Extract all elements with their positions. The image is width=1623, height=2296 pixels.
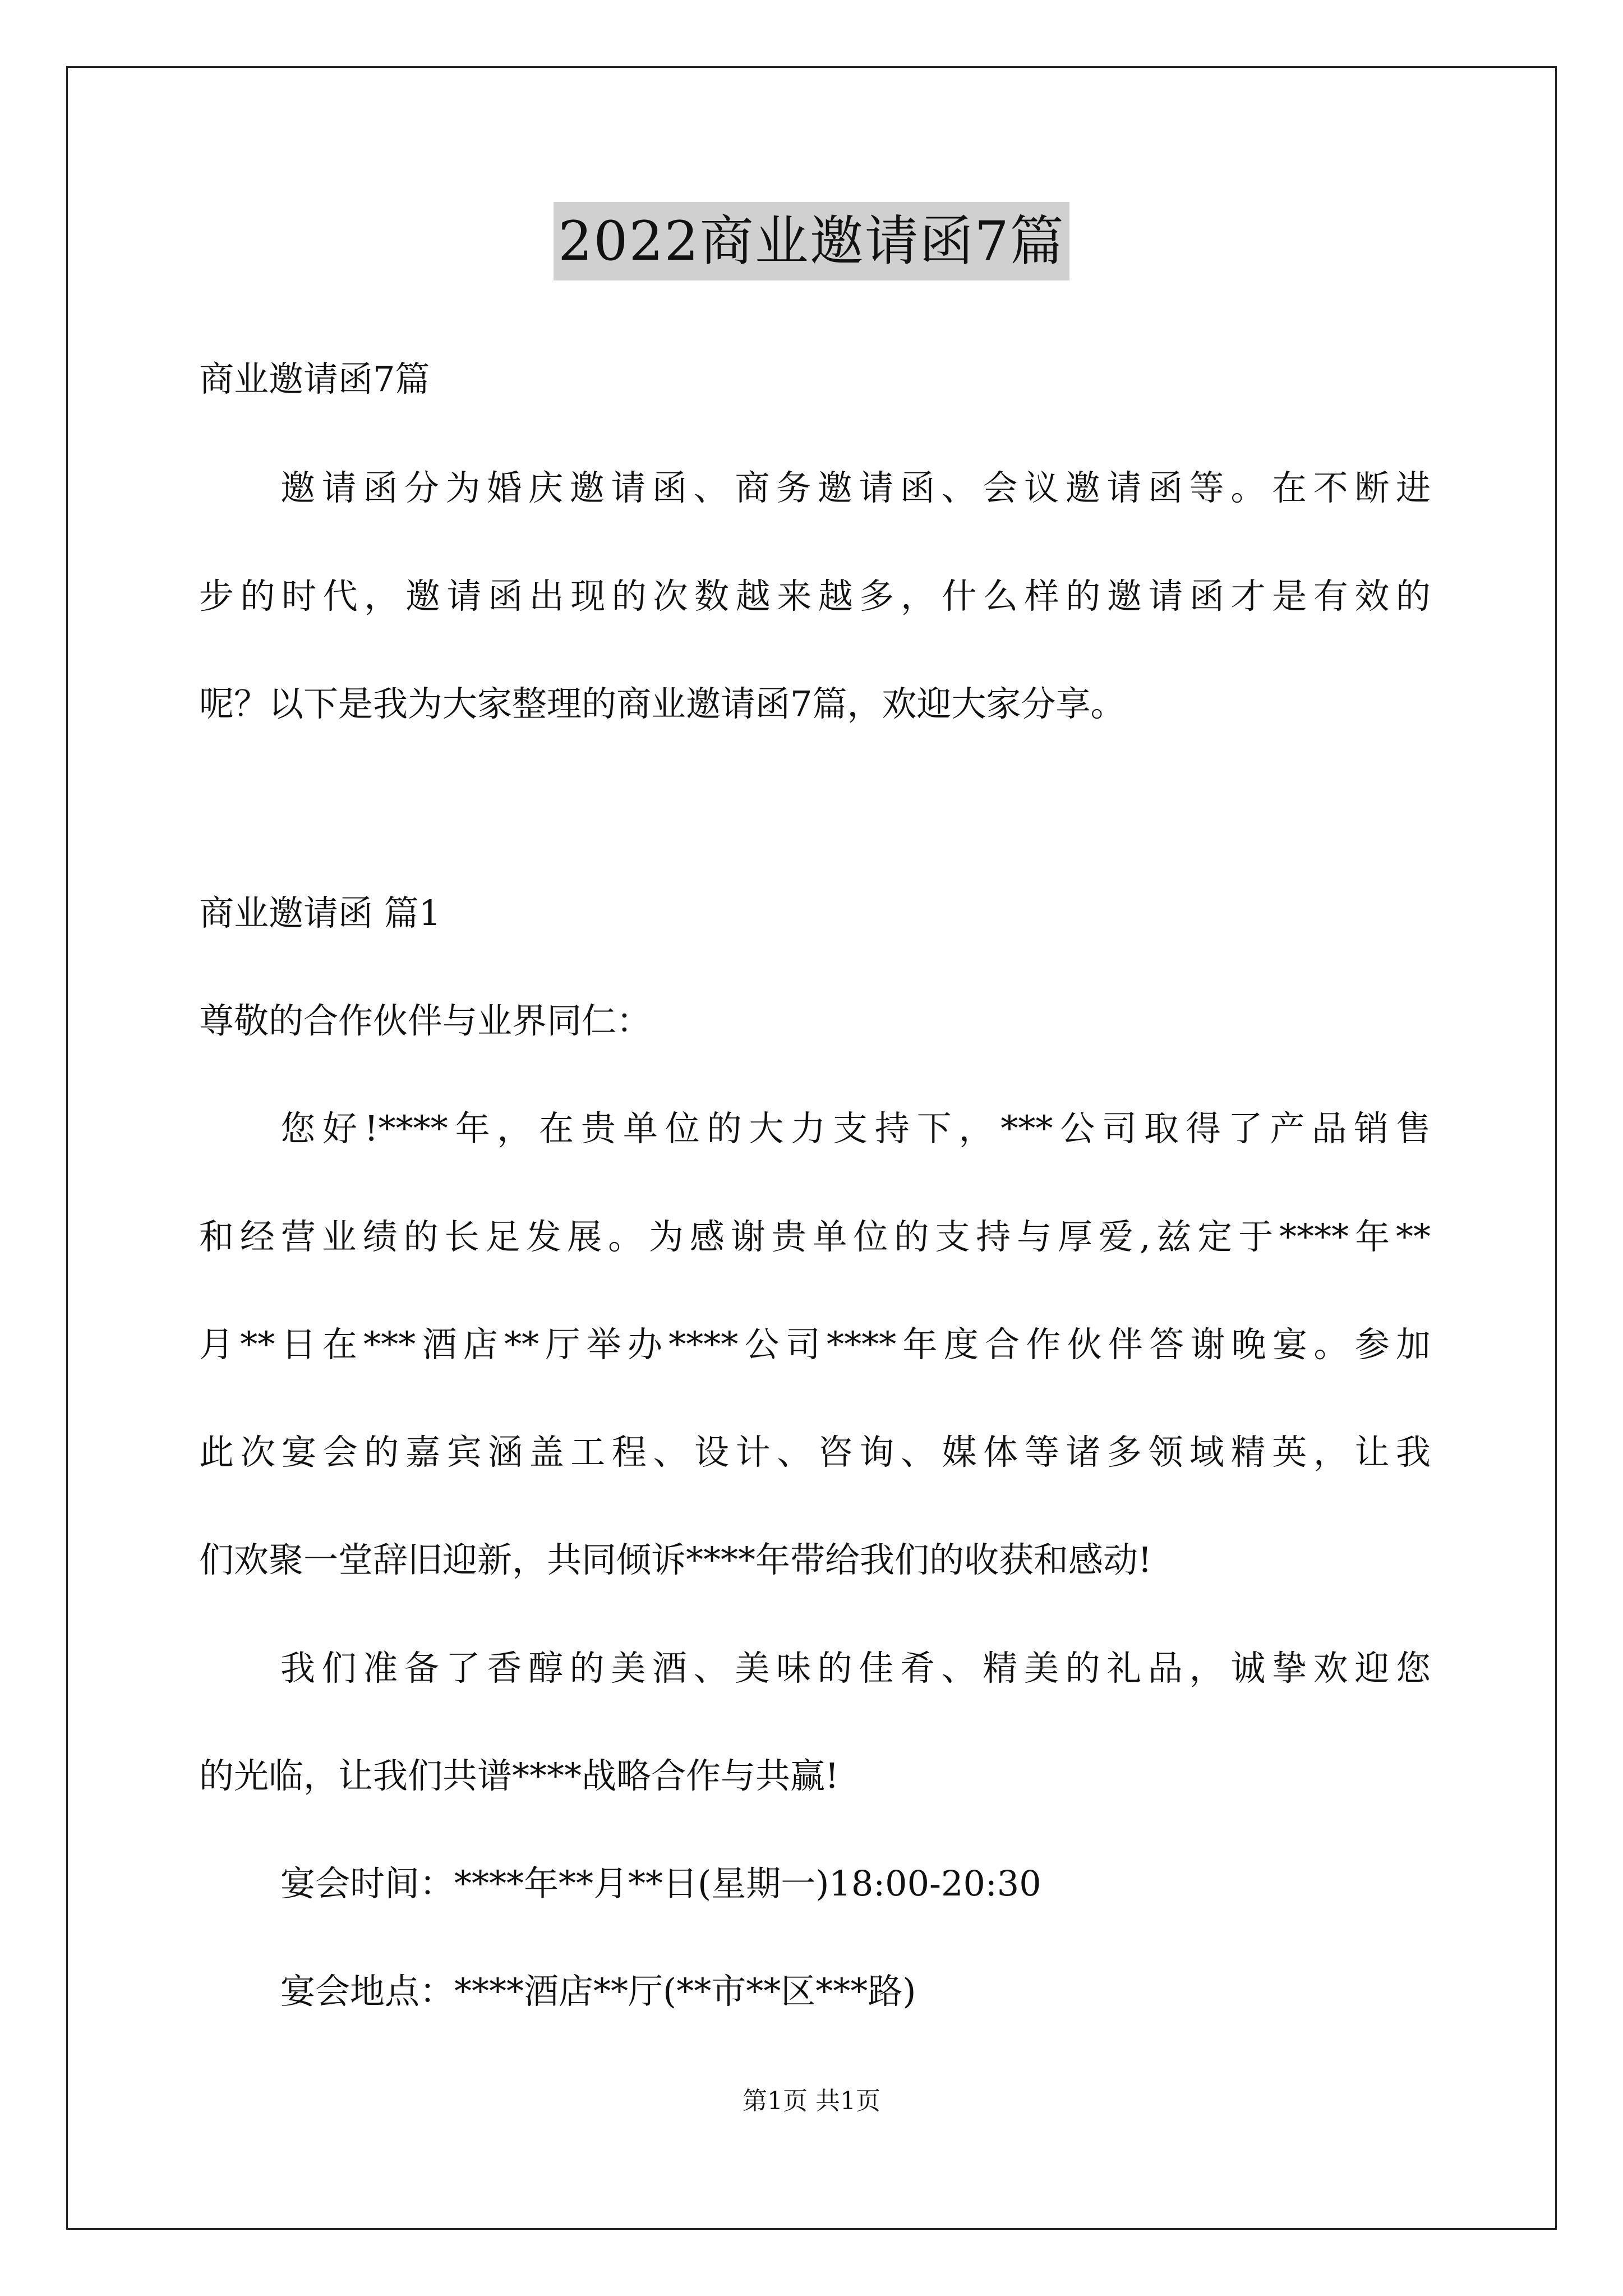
event-time: 宴会时间：****年**月**日(星期一)18:00-20:30 — [280, 1863, 1041, 1904]
paragraph1-line-1: 您好!****年，在贵单位的大力支持下，***公司取得了产品销售 — [280, 1108, 1431, 1149]
event-place: 宴会地点：****酒店**厅(**市**区***路) — [280, 1971, 916, 2012]
paragraph1-line-5: 们欢聚一堂辞旧迎新，共同倾诉****年带给我们的收获和感动! — [199, 1539, 1152, 1580]
document-subtitle: 商业邀请函7篇 — [199, 358, 430, 399]
document-title: 2022商业邀请函7篇 — [554, 202, 1069, 280]
title-container — [0, 202, 1623, 280]
paragraph1-line-4: 此次宴会的嘉宾涵盖工程、设计、咨询、媒体等诸多领域精英，让我 — [199, 1432, 1431, 1473]
paragraph1-line-3: 月**日在***酒店**厅举办****公司****年度合作伙伴答谢晚宴。参加 — [199, 1324, 1431, 1365]
intro-line-3: 呢？以下是我为大家整理的商业邀请函7篇，欢迎大家分享。 — [199, 683, 1126, 724]
salutation: 尊敬的合作伙伴与业界同仁： — [199, 1000, 652, 1041]
intro-line-1: 邀请函分为婚庆邀请函、商务邀请函、会议邀请函等。在不断进 — [280, 467, 1431, 508]
paragraph2-line-2: 的光临，让我们共谱****战略合作与共赢! — [199, 1755, 839, 1796]
intro-line-2: 步的时代，邀请函出现的次数越来越多，什么样的邀请函才是有效的 — [199, 576, 1431, 616]
paragraph1-line-2: 和经营业绩的长足发展。为感谢贵单位的支持与厚爱,兹定于****年** — [199, 1216, 1431, 1257]
section-heading: 商业邀请函 篇1 — [199, 892, 441, 933]
page-footer: 第1页 共1页 — [743, 2087, 880, 2115]
paragraph2-line-1: 我们准备了香醇的美酒、美味的佳肴、精美的礼品，诚挚欢迎您 — [280, 1648, 1431, 1688]
